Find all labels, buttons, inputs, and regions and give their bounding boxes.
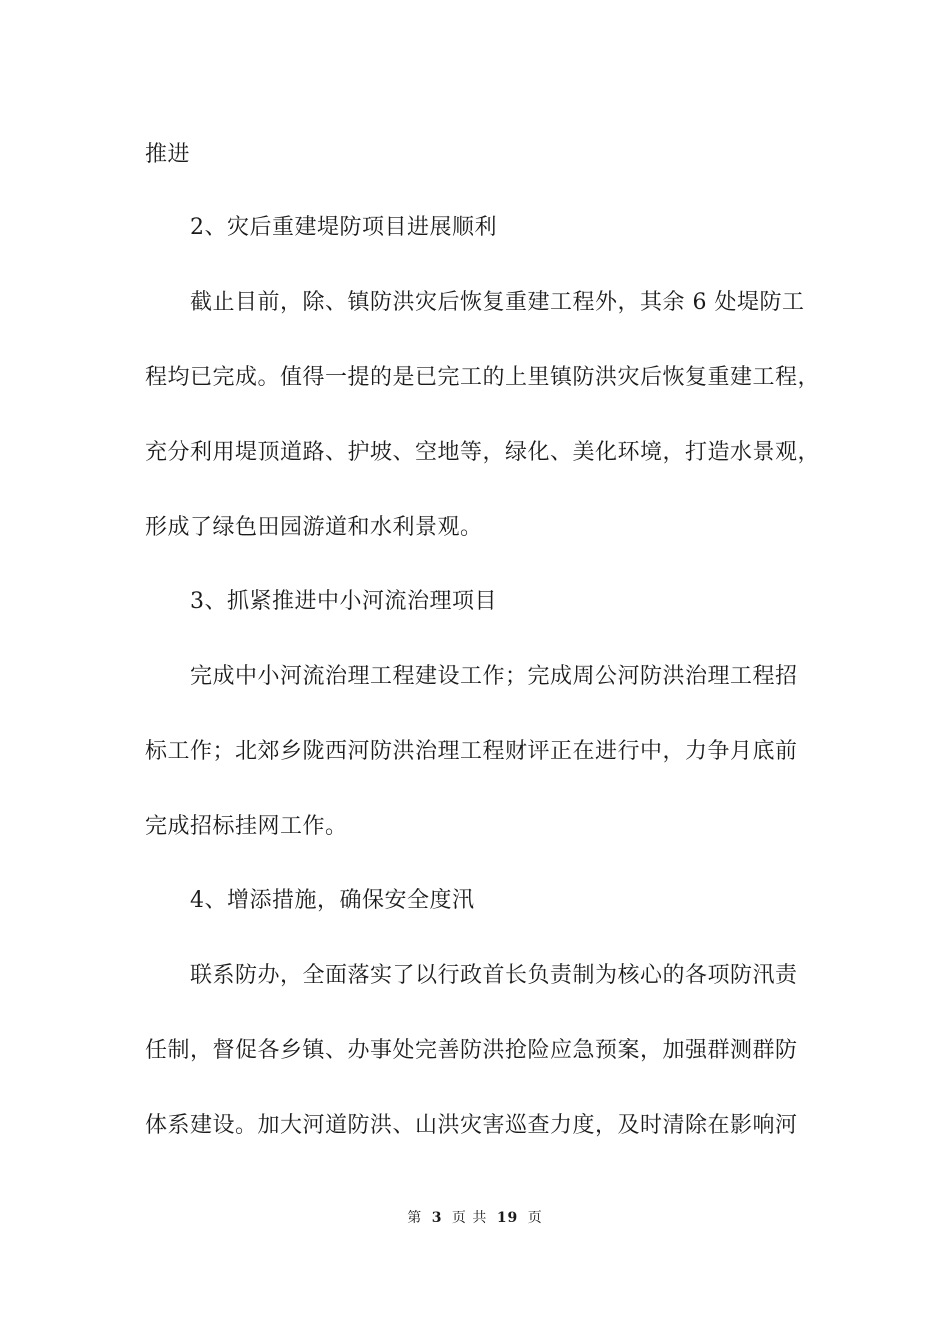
text-line-14: 体系建设。加大河道防洪、山洪灾害巡查力度，及时清除在影响河	[145, 1113, 798, 1138]
footer-middle: 页 共	[451, 1210, 488, 1226]
text-line-12: 联系防办，全面落实了以行政首长负责制为核心的各项防汛责	[190, 963, 798, 988]
text-line-4: 程均已完成。值得一提的是已完工的上里镇防洪灾后恢复重建工程，	[145, 365, 821, 390]
footer-suffix: 页	[527, 1210, 543, 1226]
text-line-13: 任制，督促各乡镇、办事处完善防洪抢险应急预案，加强群测群防	[145, 1038, 798, 1063]
footer-page-number: 3	[431, 1210, 443, 1226]
section-heading-2: 2、灾后重建堤防项目进展顺利	[190, 215, 497, 240]
section-heading-3: 3、抓紧推进中小河流治理项目	[190, 589, 497, 614]
text-line-5: 充分利用堤顶道路、护坡、空地等，绿化、美化环境，打造水景观，	[145, 440, 821, 465]
text-line-8: 完成中小河流治理工程建设工作；完成周公河防洪治理工程招	[190, 664, 798, 689]
text-line-6: 形成了绿色田园游道和水利景观。	[145, 515, 483, 540]
section-heading-4: 4、增添措施，确保安全度汛	[190, 888, 475, 913]
page-footer	[0, 1208, 950, 1228]
footer-prefix: 第	[407, 1210, 423, 1226]
text-line-10: 完成招标挂网工作。	[145, 814, 348, 839]
footer-total-pages: 19	[496, 1210, 519, 1226]
text-line-1: 推进	[145, 142, 191, 167]
text-line-3: 截止目前，除、镇防洪灾后恢复重建工程外，其余 6 处堤防工	[190, 290, 805, 315]
text-line-9: 标工作；北郊乡陇西河防洪治理工程财评正在进行中，力争月底前	[145, 739, 798, 764]
